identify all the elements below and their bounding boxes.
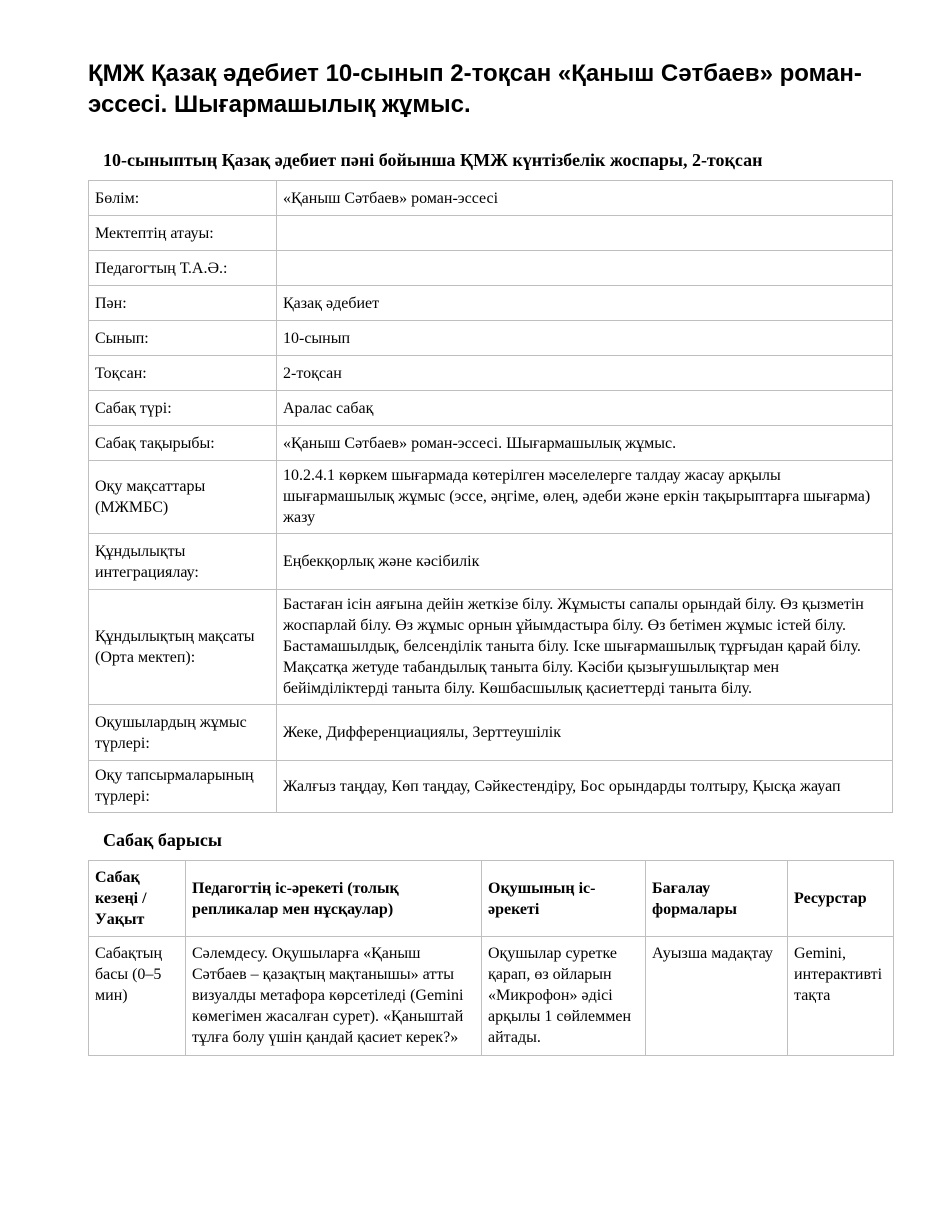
info-label: Оқу тапсырмаларының түрлері: (89, 761, 277, 813)
header-teacher-activity: Педагогтің іс-әрекеті (толық репликалар мен нұсқаулар) (186, 861, 482, 937)
info-value: Қазақ әдебиет (277, 286, 893, 321)
info-row-lesson-topic (89, 426, 893, 461)
info-row-teacher (89, 251, 893, 286)
info-label: Құндылықтың мақсаты (Орта мектеп): (89, 590, 277, 705)
info-label: Тоқсан: (89, 356, 277, 391)
table-row (89, 937, 894, 1056)
info-value: 10-сынып (277, 321, 893, 356)
cell-student-activity: Оқушылар суретке қарап, өз ойларын «Микрофон» әдісі арқылы 1 сөйлеммен айтады. (482, 937, 646, 1056)
info-label: Сынып: (89, 321, 277, 356)
info-label: Оқу мақсаттары (МЖМБС) (89, 461, 277, 534)
document-title: ҚМЖ Қазақ әдебиет 10-сынып 2-тоқсан «Қаныш Сәтбаев» роман-эссесі. Шығармашылық жұмыс. (88, 60, 862, 118)
info-row-task-types (89, 761, 893, 813)
lesson-info-table (88, 180, 893, 813)
cell-teacher-activity: Сәлемдесу. Оқушыларға «Қаныш Сәтбаев – қазақтың мақтанышы» атты визуалды метафора көрсетіледі (Gemini көмегімен жасалған сурет). «Қаныштай тұлға болу үшін қандай қасиет керек?» (186, 937, 482, 1056)
info-value (277, 216, 893, 251)
lesson-flow-header-row (89, 861, 894, 937)
info-value: 10.2.4.1 көркем шығармада көтерілген мәселелерге талдау жасау арқылы шығармашылық жұмыс (эссе, әңгіме, өлең, әдеби және еркін тақырыптарға шығарма) жазу (277, 461, 893, 534)
info-value (277, 251, 893, 286)
info-row-learning-goals (89, 461, 893, 534)
info-label: Сабақ тақырыбы: (89, 426, 277, 461)
info-row-subject (89, 286, 893, 321)
header-student-activity: Оқушының іс-әрекеті (482, 861, 646, 937)
info-value: Еңбекқорлық және кәсібилік (277, 534, 893, 590)
info-label: Пән: (89, 286, 277, 321)
info-label: Оқушылардың жұмыс түрлері: (89, 705, 277, 761)
cell-assessment: Ауызша мадақтау (646, 937, 788, 1056)
header-stage: Сабақ кезеңі / Уақыт (89, 861, 186, 937)
info-row-value-integration (89, 534, 893, 590)
info-value: «Қаныш Сәтбаев» роман-эссесі. Шығармашылық жұмыс. (277, 426, 893, 461)
cell-stage: Сабақтың басы (0–5 мин) (89, 937, 186, 1056)
plan-heading: 10-сыныптың Қазақ әдебиет пәні бойынша ҚМЖ күнтізбелік жоспары, 2-тоқсан (103, 150, 763, 170)
header-resources: Ресурстар (788, 861, 894, 937)
header-assessment: Бағалау формалары (646, 861, 788, 937)
info-label: Педагогтың Т.А.Ә.: (89, 251, 277, 286)
info-value: 2-тоқсан (277, 356, 893, 391)
info-row-school (89, 216, 893, 251)
document-page (88, 0, 893, 1056)
info-value: Аралас сабақ (277, 391, 893, 426)
info-row-work-types (89, 705, 893, 761)
info-value: Бастаған ісін аяғына дейін жеткізе білу. Жұмысты сапалы орындай білу. Өз қызметін жоспарлай білу. Өз жұмыс орнын ұйымдастыра білу. Өз бетімен жұмыс істей білу. Бастамашылдық, белсенділік таныта білу. Іске шығармашылық тұрғыдан қарай білу. Мақсатқа жетуде табандылық таныта білу. Кәсіби қызығушылықтар мен бейімділіктерді таныта білу. Көшбасшылық қасиеттерді таныта білу. (277, 590, 893, 705)
cell-resources: Gemini, интерактивті тақта (788, 937, 894, 1056)
info-row-grade (89, 321, 893, 356)
info-label: Мектептің атауы: (89, 216, 277, 251)
info-value: «Қаныш Сәтбаев» роман-эссесі (277, 181, 893, 216)
info-value: Жалғыз таңдау, Көп таңдау, Сәйкестендіру, Бос орындарды толтыру, Қысқа жауап (277, 761, 893, 813)
lesson-flow-heading: Сабақ барысы (103, 830, 222, 850)
info-label: Бөлім: (89, 181, 277, 216)
info-label: Құндылықты интеграциялау: (89, 534, 277, 590)
info-row-quarter (89, 356, 893, 391)
lesson-flow-table (88, 860, 894, 1056)
info-value: Жеке, Дифференциациялы, Зерттеушілік (277, 705, 893, 761)
info-row-section (89, 181, 893, 216)
info-label: Сабақ түрі: (89, 391, 277, 426)
info-row-lesson-type (89, 391, 893, 426)
info-row-value-goal (89, 590, 893, 705)
